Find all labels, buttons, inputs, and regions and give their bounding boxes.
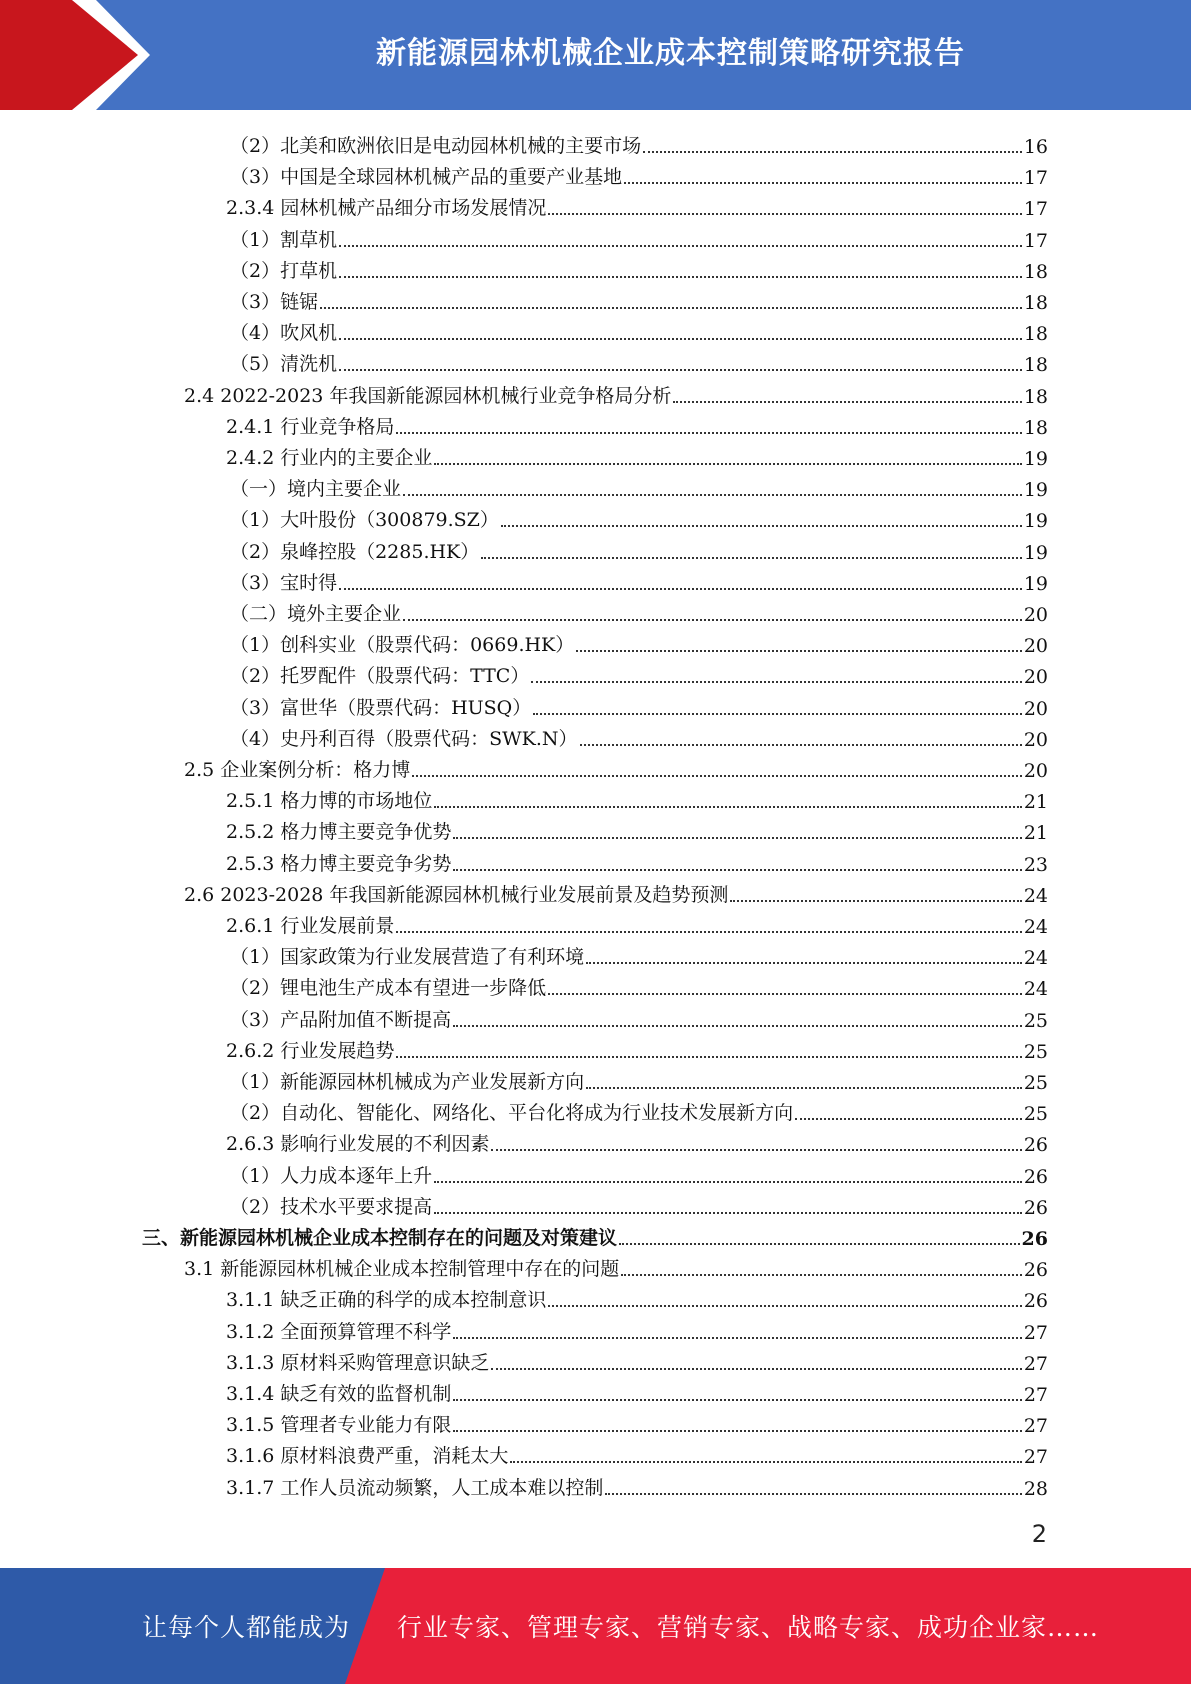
toc-dot-leader: [605, 1471, 1021, 1495]
toc-dot-leader: [434, 1159, 1022, 1183]
toc-entry-page: 27: [1023, 1415, 1048, 1438]
toc-entry[interactable]: [230, 471, 1048, 501]
toc-entry-page: 27: [1023, 1321, 1048, 1344]
toc-entry-label: （2）技术水平要求提高: [230, 1195, 433, 1218]
report-title: 新能源园林机械企业成本控制策略研究报告: [376, 36, 965, 71]
toc-entry-page: 18: [1023, 292, 1048, 314]
toc-entry[interactable]: [226, 1126, 1048, 1156]
toc-entry-label: 3.1.2 全面预算管理不科学: [226, 1320, 452, 1343]
toc-entry-label: （5）清洗机: [230, 353, 338, 376]
toc-entry[interactable]: [226, 190, 1048, 220]
toc-entry-page: 24: [1023, 978, 1048, 1001]
toc-entry-page: 27: [1023, 1384, 1048, 1406]
toc-entry-label: 2.4.1 行业竞争格局: [226, 415, 395, 438]
toc-entry[interactable]: [230, 1158, 1048, 1188]
toc-entry-page: 24: [1023, 947, 1048, 970]
toc-entry[interactable]: [226, 1033, 1048, 1063]
toc-entry-label: （1）国家政策为行业发展营造了有利环境: [230, 946, 585, 969]
toc-entry-label: 2.6 2023-2028 年我国新能源园林机械行业发展前景及趋势预测: [184, 883, 729, 906]
toc-dot-leader: [619, 1221, 1020, 1245]
toc-entry-label: （二）境外主要企业: [230, 603, 402, 625]
toc-entry[interactable]: [230, 253, 1048, 283]
toc-entry[interactable]: [226, 1314, 1048, 1344]
toc-dot-leader: [396, 410, 1021, 434]
toc-entry[interactable]: [230, 565, 1048, 595]
toc-entry[interactable]: [230, 222, 1048, 252]
toc-entry-page: 16: [1023, 136, 1048, 158]
toc-entry-page: 21: [1023, 822, 1048, 845]
toc-entry[interactable]: [230, 1002, 1048, 1032]
toc-entry-label: （3）产品附加值不断提高: [230, 1008, 452, 1031]
toc-entry-page: 28: [1023, 1477, 1048, 1500]
toc-dot-leader: [491, 1127, 1021, 1151]
toc-entry-page: 20: [1023, 728, 1048, 751]
toc-entry-page: 19: [1023, 572, 1048, 595]
toc-entry[interactable]: [226, 440, 1048, 470]
toc-entry[interactable]: [230, 690, 1048, 720]
toc-entry-label: （2）托罗配件（股票代码：TTC）: [230, 665, 530, 688]
page-number: 2: [1031, 1520, 1047, 1548]
toc-entry[interactable]: [230, 346, 1048, 376]
toc-entry-page: 20: [1023, 760, 1048, 782]
toc-entry-page: 26: [1023, 1290, 1048, 1313]
toc-entry-label: 2.4 2022-2023 年我国新能源园林机械行业竞争格局分析: [184, 384, 672, 407]
toc-entry-page: 17: [1023, 229, 1048, 252]
toc-entry-label: 2.3.4 园林机械产品细分市场发展情况: [226, 197, 547, 220]
toc-dot-leader: [396, 909, 1021, 933]
toc-entry[interactable]: [230, 534, 1048, 564]
toc-entry-label: （2）泉峰控股（2285.HK）: [230, 540, 480, 563]
toc-dot-leader: [643, 129, 1022, 153]
toc-entry[interactable]: [230, 159, 1048, 189]
toc-dot-leader: [548, 1283, 1021, 1307]
toc-dot-leader: [730, 878, 1021, 902]
toc-entry-page: 21: [1023, 791, 1048, 814]
toc-entry[interactable]: [184, 378, 1048, 408]
toc-dot-leader: [339, 254, 1022, 278]
toc-entry-page: 27: [1023, 1352, 1048, 1375]
toc-dot-leader: [339, 223, 1022, 247]
toc-dot-leader: [501, 503, 1022, 527]
toc-entry-label: （1）割草机: [230, 228, 338, 251]
toc-entry[interactable]: [230, 970, 1048, 1000]
toc-entry[interactable]: [226, 1438, 1048, 1468]
toc-entry-label: （1）创科实业（股票代码：0669.HK）: [230, 634, 575, 657]
toc-entry[interactable]: [184, 1251, 1048, 1281]
toc-dot-leader: [453, 1003, 1022, 1027]
toc-dot-leader: [403, 597, 1022, 621]
toc-dot-leader: [434, 441, 1021, 465]
toc-entry-page: 23: [1023, 853, 1048, 876]
toc-entry[interactable]: [226, 1470, 1048, 1500]
toc-entry-page: 17: [1023, 167, 1048, 190]
toc-entry-label: （1）大叶股份（300879.SZ）: [230, 509, 499, 532]
toc-dot-leader: [576, 628, 1022, 652]
toc-entry-label: 3.1.6 原材料浪费严重，消耗太大: [226, 1445, 509, 1468]
toc-entry[interactable]: [226, 1345, 1048, 1375]
toc-entry[interactable]: [142, 1220, 1048, 1250]
toc-entry[interactable]: [226, 1376, 1048, 1406]
toc-entry-page: 20: [1023, 604, 1048, 626]
toc-entry[interactable]: [230, 596, 1048, 626]
toc-entry-label: 2.5.3 格力博主要竞争劣势: [226, 852, 452, 875]
toc-entry-page: 19: [1023, 448, 1048, 470]
toc-entry-label: （3）富世华（股票代码：HUSQ）: [230, 696, 532, 719]
toc-entry-label: 3.1.5 管理者专业能力有限: [226, 1414, 452, 1437]
toc-entry-page: 25: [1023, 1040, 1048, 1063]
toc-dot-leader: [339, 347, 1022, 371]
toc-entry-label: 2.6.1 行业发展前景: [226, 915, 395, 937]
toc-entry-page: 26: [1023, 1165, 1048, 1188]
toc-entry-label: 3.1.4 缺乏有效的监督机制: [226, 1383, 452, 1405]
toc-entry-label: 3.1 新能源园林机械企业成本控制管理中存在的问题: [184, 1258, 620, 1281]
toc-entry-page: 19: [1023, 541, 1048, 564]
toc-dot-leader: [403, 472, 1022, 496]
page-footer: [0, 1568, 1191, 1684]
toc-entry-label: 2.4.2 行业内的主要企业: [226, 447, 433, 469]
toc-entry-page: 18: [1023, 416, 1048, 439]
toc-entry[interactable]: [226, 1407, 1048, 1437]
toc-entry-page: 27: [1023, 1446, 1048, 1469]
toc-entry-label: 2.5 企业案例分析：格力博: [184, 759, 411, 781]
toc-dot-leader: [453, 1408, 1021, 1432]
footer-slogan-left: 让每个人都能成为: [142, 1613, 351, 1642]
toc-dot-leader: [453, 815, 1021, 839]
toc-dot-leader: [510, 1439, 1021, 1463]
toc-entry-label: （1）人力成本逐年上升: [230, 1164, 433, 1187]
toc-entry-label: 3.1.7 工作人员流动频繁，人工成本难以控制: [226, 1476, 604, 1499]
toc-entry-label: （2）自动化、智能化、网络化、平台化将成为行业技术发展新方向: [230, 1102, 794, 1125]
toc-entry[interactable]: [226, 1282, 1048, 1312]
toc-entry-page: 20: [1023, 697, 1048, 720]
toc-entry[interactable]: [230, 1095, 1048, 1125]
toc-entry-label: （4）史丹利百得（股票代码：SWK.N）: [230, 727, 578, 750]
toc-dot-leader: [580, 722, 1022, 746]
header-red-wedge: [0, 0, 150, 110]
page-header: [0, 0, 1191, 110]
toc-dot-leader: [531, 659, 1021, 683]
toc-entry-page: 19: [1023, 479, 1048, 502]
toc-entry-page: 25: [1023, 1072, 1048, 1094]
toc-dot-leader: [320, 285, 1022, 309]
toc-dot-leader: [481, 535, 1022, 559]
toc-entry[interactable]: [230, 721, 1048, 751]
toc-entry-page: 18: [1023, 260, 1048, 283]
toc-entry-label: 2.5.2 格力博主要竞争优势: [226, 821, 452, 844]
toc-entry[interactable]: [184, 877, 1048, 907]
toc-dot-leader: [434, 784, 1021, 808]
toc-dot-leader: [453, 847, 1021, 871]
toc-entry-page: 25: [1023, 1009, 1048, 1032]
toc-entry-page: 26: [1023, 1196, 1048, 1219]
toc-dot-leader: [673, 379, 1021, 403]
toc-dot-leader: [621, 1252, 1022, 1276]
toc-dot-leader: [548, 191, 1021, 215]
toc-entry-label: 2.5.1 格力博的市场地位: [226, 790, 433, 813]
toc-entry[interactable]: [230, 128, 1048, 158]
toc-dot-leader: [548, 971, 1022, 995]
toc-entry-page: 24: [1023, 916, 1048, 938]
toc-entry-page: 19: [1023, 510, 1048, 533]
toc-entry-page: 24: [1023, 884, 1048, 907]
toc-entry-page: 17: [1023, 198, 1048, 221]
toc-dot-leader: [586, 1065, 1022, 1089]
toc-entry-label: （1）新能源园林机械成为产业发展新方向: [230, 1071, 585, 1093]
toc-entry-label: （3）宝时得: [230, 571, 338, 594]
toc-entry-label: （2）北美和欧洲依旧是电动园林机械的主要市场: [230, 135, 642, 157]
toc-dot-leader: [434, 1190, 1022, 1214]
toc-entry[interactable]: [230, 1064, 1048, 1094]
toc-dot-leader: [339, 566, 1022, 590]
toc-dot-leader: [453, 1377, 1021, 1401]
toc-dot-leader: [624, 160, 1022, 184]
toc-entry-label: （3）中国是全球园林机械产品的重要产业基地: [230, 166, 623, 189]
toc-entry-label: （3）链锯: [230, 291, 319, 313]
toc-entry-page: 18: [1023, 354, 1048, 377]
toc-entry[interactable]: [226, 846, 1048, 876]
toc-dot-leader: [795, 1096, 1022, 1120]
toc-entry-label: （4）吹风机: [230, 322, 338, 345]
toc-entry[interactable]: [226, 908, 1048, 938]
toc-entry-page: 26: [1023, 1134, 1048, 1157]
toc-entry[interactable]: [230, 315, 1048, 345]
toc-entry-page: 20: [1023, 666, 1048, 689]
toc-entry[interactable]: [230, 284, 1048, 314]
toc-entry-label: 2.6.3 影响行业发展的不利因素: [226, 1133, 490, 1156]
toc-entry-page: 26: [1023, 1259, 1048, 1282]
toc-entry[interactable]: [230, 658, 1048, 688]
toc-entry-page: 20: [1023, 635, 1048, 658]
toc-entry-page: 18: [1023, 323, 1048, 346]
footer-slogan-right: 行业专家、管理专家、营销专家、战略专家、成功企业家……: [397, 1613, 1100, 1642]
toc-entry[interactable]: [184, 752, 1048, 782]
toc-dot-leader: [586, 940, 1022, 964]
toc-entry-label: 3.1.3 原材料采购管理意识缺乏: [226, 1351, 490, 1374]
toc-dot-leader: [453, 1315, 1021, 1339]
toc-entry[interactable]: [230, 502, 1048, 532]
toc-entry-label: 三、新能源园林机械企业成本控制存在的问题及对策建议: [142, 1227, 618, 1249]
toc-entry-label: 3.1.1 缺乏正确的科学的成本控制意识: [226, 1289, 547, 1312]
toc-dot-leader: [412, 753, 1022, 777]
toc-entry-page: 25: [1023, 1103, 1048, 1126]
toc-entry[interactable]: [230, 1189, 1048, 1219]
toc-entry-page: 26: [1021, 1228, 1048, 1250]
toc-entry-page: 18: [1023, 385, 1048, 408]
toc-entry-label: （2）锂电池生产成本有望进一步降低: [230, 977, 547, 1000]
toc-entry-label: （一）境内主要企业: [230, 478, 402, 501]
toc-entry[interactable]: [230, 627, 1048, 657]
toc-entry[interactable]: [226, 814, 1048, 844]
toc-entry[interactable]: [226, 409, 1048, 439]
toc-entry-label: 2.6.2 行业发展趋势: [226, 1039, 395, 1062]
toc-dot-leader: [533, 691, 1022, 715]
toc-dot-leader: [396, 1034, 1021, 1058]
toc-entry[interactable]: [230, 939, 1048, 969]
toc-entry[interactable]: [226, 783, 1048, 813]
toc-entry-label: （2）打草机: [230, 259, 338, 282]
toc-dot-leader: [339, 316, 1022, 340]
toc-dot-leader: [491, 1346, 1021, 1370]
